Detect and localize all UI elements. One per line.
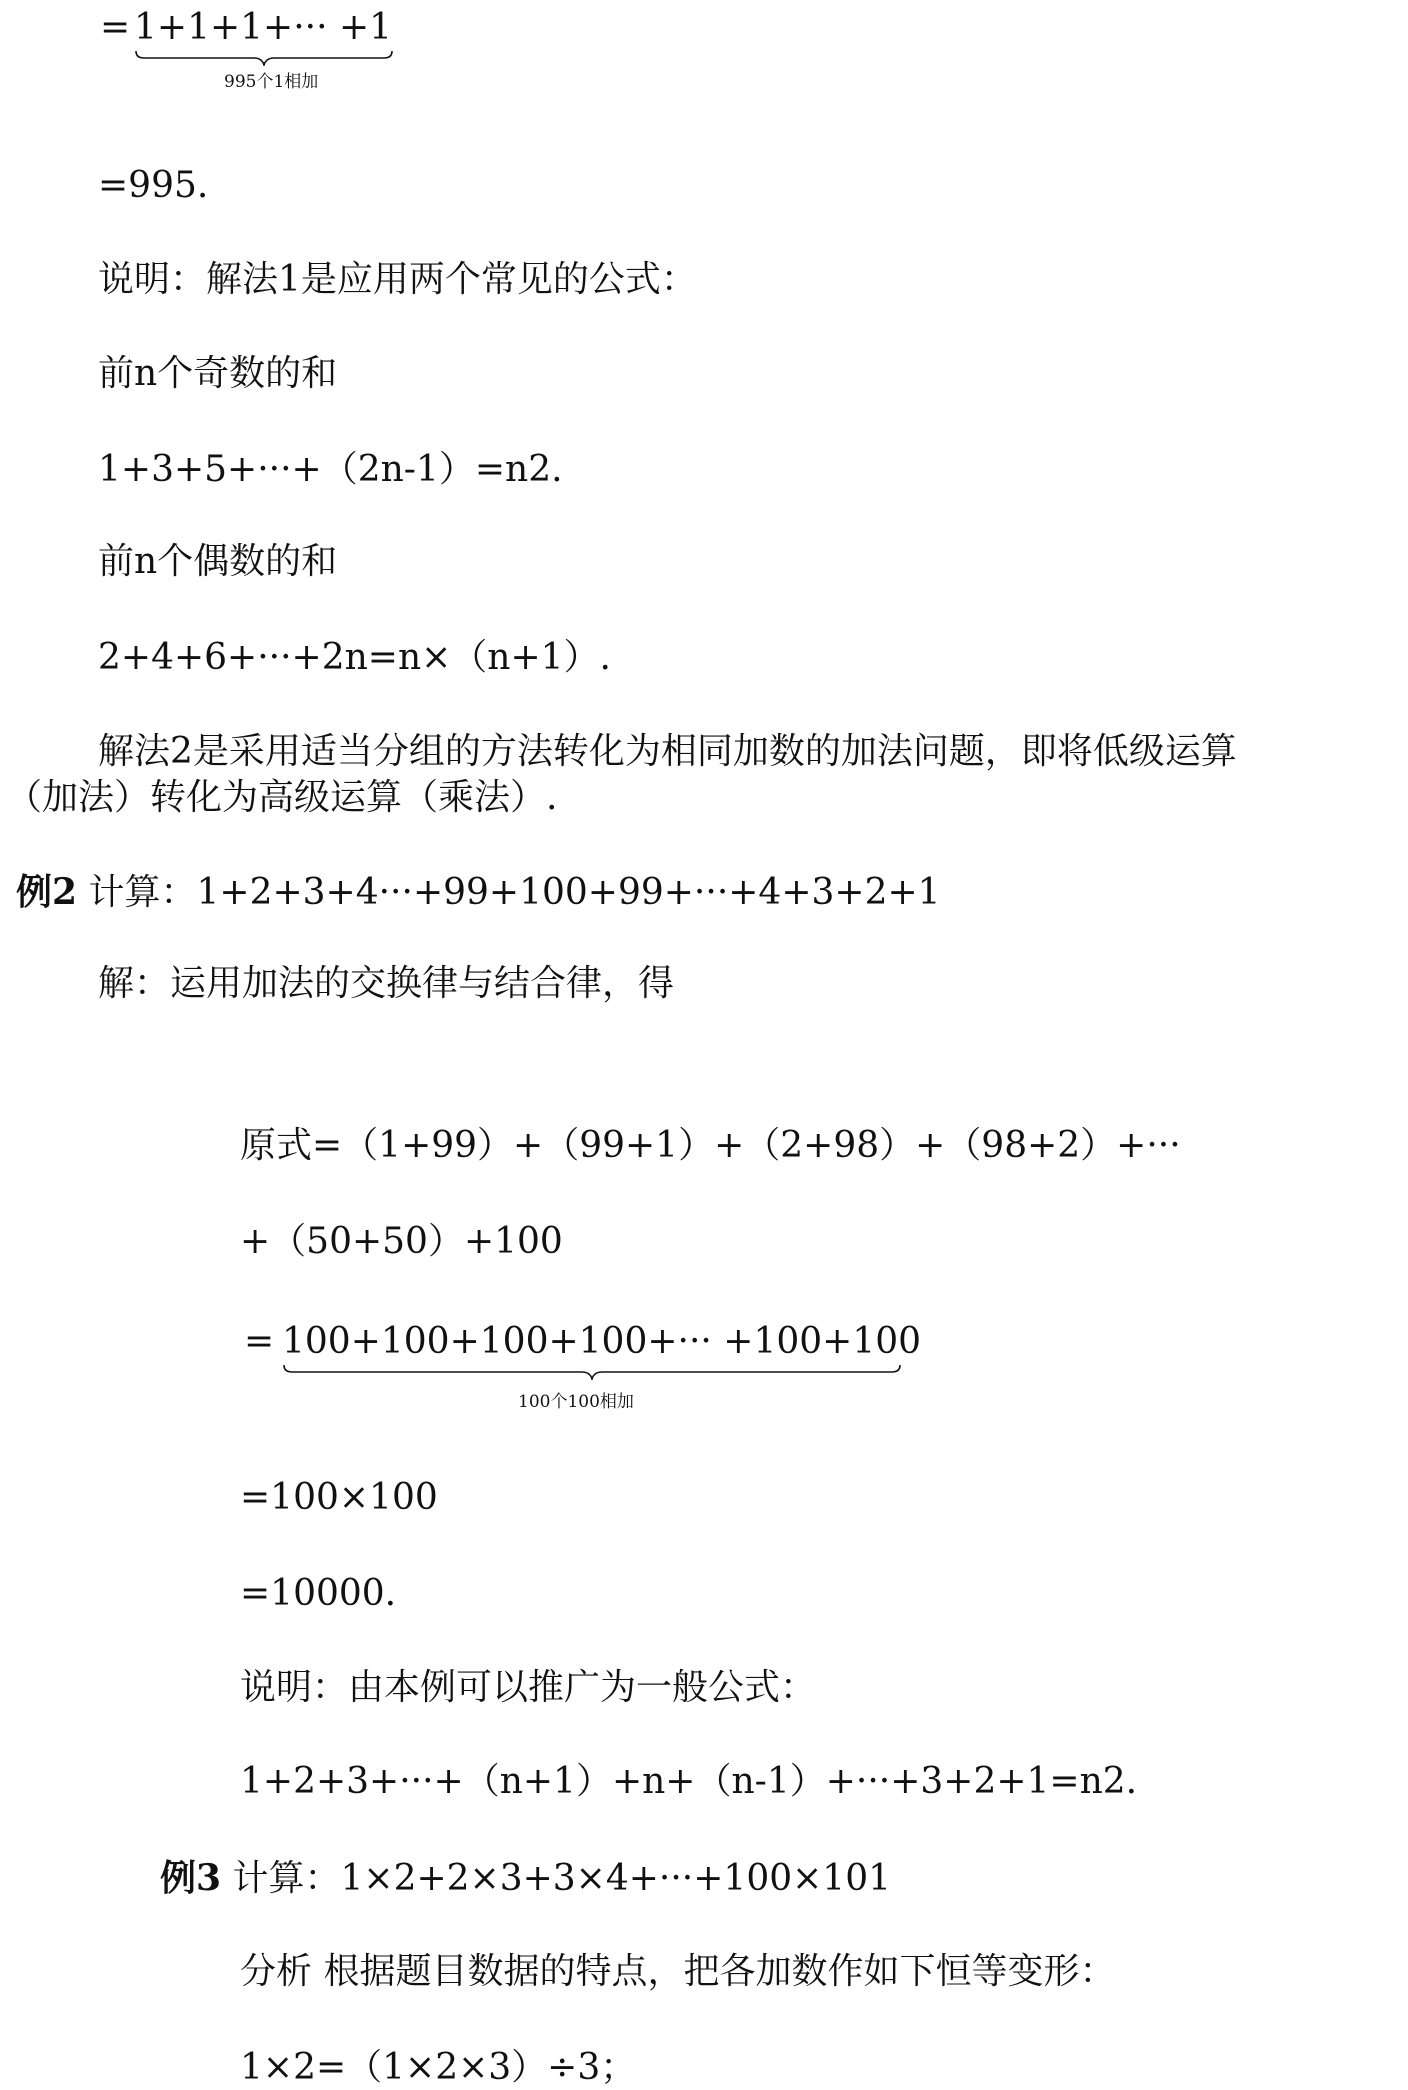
sum-of-ones: 1+1+1+··· +1 <box>134 7 393 48</box>
example-2-explanation: 说明：由本例可以推广为一般公式： <box>240 1667 817 1708</box>
equals-sign-2: = <box>244 1321 275 1362</box>
example-3-step1: 1×2=（1×2×3）÷3； <box>240 2047 637 2088</box>
example-3-label: 例3 <box>160 1857 222 1899</box>
method2-paragraph-line1: 解法2是采用适当分组的方法转化为相同加数的加法问题，即将低级运算 <box>98 731 1237 772</box>
sum-of-hundreds: 100+100+100+100+··· +100+100 <box>282 1321 922 1362</box>
example-2-solution-intro: 解：运用加法的交换律与结合律，得 <box>98 963 675 1004</box>
even-sum-label: 前n个偶数的和 <box>98 541 338 582</box>
example-2-heading <box>16 870 941 915</box>
example-3-question: 计算：1×2+2×3+3×4+···+100×101 <box>221 1858 892 1899</box>
underbrace-icon <box>282 1364 902 1380</box>
brace-note-100: 100个100相加 <box>518 1392 634 1412</box>
example-2-general-formula: 1+2+3+···+（n+1）+n+（n-1）+···+3+2+1=n2. <box>240 1761 1138 1802</box>
example-2-label: 例2 <box>16 871 78 913</box>
example-2-result: =10000. <box>240 1573 397 1614</box>
explanation-heading: 说明：解法1是应用两个常见的公式： <box>98 259 697 300</box>
example-3-heading <box>160 1856 891 1901</box>
brace-note-995: 995个1相加 <box>224 72 319 92</box>
example-2-question: 计算：1+2+3+4···+99+100+99+···+4+3+2+1 <box>77 872 941 913</box>
result-995: =995. <box>98 165 209 206</box>
braced-expression-100 <box>282 1320 921 1380</box>
method2-paragraph-line2: （加法）转化为高级运算（乘法）. <box>6 777 558 818</box>
equals-sign: = <box>100 7 131 48</box>
example-2-step4: =100×100 <box>240 1477 438 1518</box>
example-3-analysis: 分析 根据题目数据的特点，把各加数作如下恒等变形： <box>240 1951 1116 1992</box>
even-sum-formula: 2+4+6+···+2n=n×（n+1）. <box>98 637 611 678</box>
underbrace-icon <box>134 50 394 66</box>
example-2-step1: 原式=（1+99）+（99+1）+（2+98）+（98+2）+··· <box>240 1125 1181 1166</box>
odd-sum-label: 前n个奇数的和 <box>98 353 338 394</box>
odd-sum-formula: 1+3+5+···+（2n-1）=n2. <box>98 449 563 490</box>
braced-expression-995 <box>134 6 394 66</box>
example-2-step2: +（50+50）+100 <box>240 1221 563 1262</box>
